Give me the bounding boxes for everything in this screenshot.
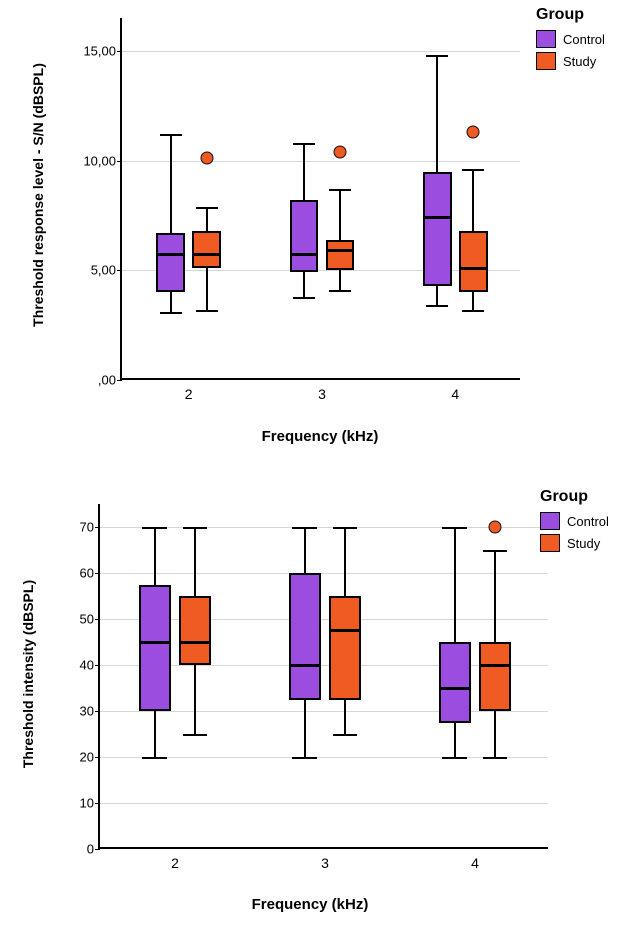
whisker-upper [436,55,438,171]
chart-panel-threshold-intensity [0,478,630,947]
whisker-upper [454,527,456,642]
median-line [423,216,452,219]
box-control-3 [289,573,321,700]
median-line [459,267,488,270]
x-tick-label: 2 [184,386,193,402]
whisker-cap-lower [333,734,358,736]
y-axis-title-top: Threshold response level - S/N (dBSPL) [30,63,46,327]
whisker-cap-upper [293,143,315,145]
whisker-lower [170,292,172,312]
whisker-cap-lower [329,290,351,292]
whisker-lower [436,286,438,306]
whisker-upper [154,527,156,585]
gridline [100,803,548,804]
plot-area-top [83,18,520,402]
legend-title: Group [540,488,588,505]
whisker-upper [344,527,346,596]
whisker-cap-lower [426,305,448,307]
chart-panel-threshold-response-level [0,0,630,470]
whisker-upper [194,527,196,596]
whisker-cap-lower [160,312,182,314]
y-tick-label: 30 [79,703,94,719]
whisker-cap-upper [483,550,508,552]
legend-item-control[interactable] [536,30,605,48]
y-tick-label: 0 [86,841,94,857]
whisker-cap-upper [426,55,448,57]
y-tick-label: 20 [79,749,94,765]
y-tick-label: 10,00 [83,153,116,169]
whisker-upper [303,143,305,200]
median-line [156,253,185,256]
whisker-cap-lower [196,310,218,312]
whisker-upper [472,169,474,230]
median-line [479,664,511,667]
median-line [179,641,211,644]
y-tick-mark [95,573,100,574]
whisker-lower [494,711,496,757]
y-axis-title-bottom: Threshold intensity (dBSPL) [20,579,36,769]
y-tick-mark [95,619,100,620]
y-tick-mark [95,757,100,758]
whisker-lower [454,723,456,758]
y-tick-label: 5,00 [90,262,116,278]
y-tick-mark [117,270,122,271]
whisker-lower [472,292,474,310]
whisker-cap-upper [329,189,351,191]
whisker-cap-upper [183,527,208,529]
legend-item-study[interactable] [540,534,609,552]
whisker-cap-lower [293,297,315,299]
gridline [100,527,548,528]
legend-label-study: Study [563,53,597,69]
legend-item-control[interactable] [540,512,609,530]
whisker-cap-upper [160,134,182,136]
x-tick-label: 2 [171,855,179,871]
whisker-cap-lower [292,757,317,759]
y-tick-label: 70 [79,519,94,535]
y-tick-mark [95,803,100,804]
y-tick-mark [95,711,100,712]
box-study-3 [329,596,361,700]
gridline [122,161,520,162]
plot-area-bottom [79,504,548,871]
legend-swatch-control [536,30,556,48]
median-line [290,253,319,256]
whisker-upper [339,189,341,239]
whisker-cap-lower [142,757,167,759]
y-tick-mark [117,380,122,381]
whisker-cap-lower [483,757,508,759]
gridline [100,711,548,712]
legend-label-control: Control [563,31,605,47]
y-tick-label: 15,00 [83,43,116,59]
box-control-4 [423,172,452,286]
whisker-upper [494,550,496,642]
x-tick-label: 4 [471,855,479,871]
y-tick-label: 40 [79,657,94,673]
whisker-cap-upper [196,207,218,209]
median-line [329,629,361,632]
x-tick-label: 3 [318,386,326,402]
whisker-upper [206,207,208,231]
legend-label-study: Study [567,535,601,551]
median-line [289,664,321,667]
median-line [326,249,355,252]
box-study-4 [459,231,488,292]
median-line [192,253,221,256]
whisker-cap-upper [333,527,358,529]
whisker-lower [194,665,196,734]
whisker-lower [344,700,346,735]
y-tick-label: ,00 [97,372,116,388]
x-axis-title-top: Frequency (kHz) [261,428,379,445]
box-control-2 [156,233,185,292]
whisker-cap-upper [462,169,484,171]
outlier-point [489,521,502,534]
box-study-3 [326,240,355,271]
outlier-point [200,152,213,165]
whisker-cap-lower [462,310,484,312]
gridline [100,573,548,574]
whisker-cap-lower [442,757,467,759]
y-tick-label: 60 [79,565,94,581]
whisker-lower [304,700,306,758]
legend-title: Group [536,6,584,23]
whisker-cap-upper [292,527,317,529]
gridline [122,51,520,52]
legend-item-study[interactable] [536,52,605,70]
legend-swatch-study [536,52,556,70]
whisker-upper [170,134,172,233]
legend-swatch-control [540,512,560,530]
x-axis-title-bottom: Frequency (kHz) [251,896,369,913]
box-study-4 [479,642,511,711]
whisker-lower [206,268,208,310]
whisker-cap-lower [183,734,208,736]
median-line [139,641,171,644]
gridline [100,757,548,758]
whisker-cap-upper [142,527,167,529]
outlier-point [334,145,347,158]
legend-label-control: Control [567,513,609,529]
x-tick-label: 3 [321,855,329,871]
y-tick-label: 10 [79,795,94,811]
y-tick-mark [95,849,100,850]
whisker-lower [154,711,156,757]
box-control-4 [439,642,471,723]
whisker-upper [304,527,306,573]
whisker-cap-upper [442,527,467,529]
y-tick-mark [95,527,100,528]
outlier-point [467,126,480,139]
x-tick-label: 4 [451,386,460,402]
box-control-2 [139,585,171,712]
y-tick-label: 50 [79,611,94,627]
whisker-lower [303,272,305,296]
box-study-2 [192,231,221,268]
whisker-lower [339,270,341,290]
legend-bottom [540,488,609,556]
box-study-2 [179,596,211,665]
y-tick-mark [95,665,100,666]
y-tick-mark [117,161,122,162]
y-tick-mark [117,51,122,52]
median-line [439,687,471,690]
legend-swatch-study [540,534,560,552]
legend-top [536,6,605,74]
box-control-3 [290,200,319,272]
